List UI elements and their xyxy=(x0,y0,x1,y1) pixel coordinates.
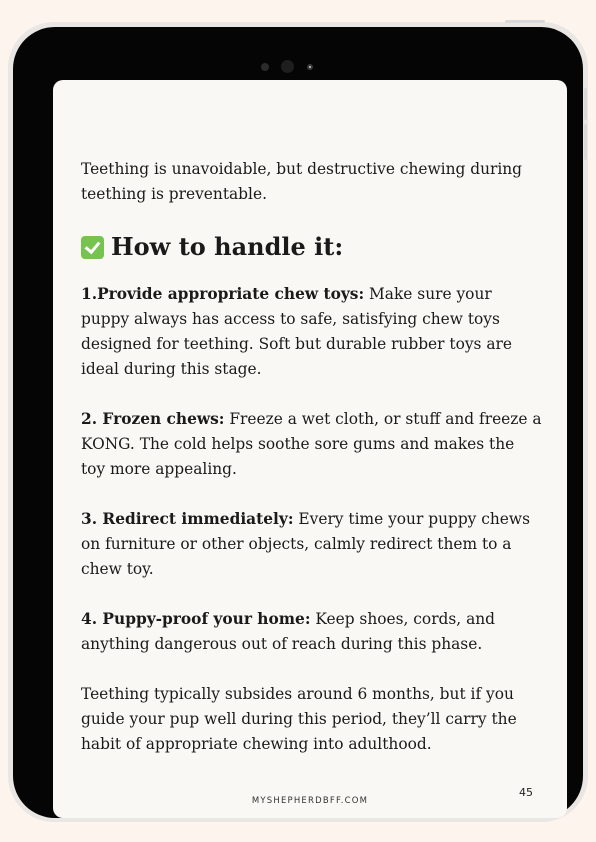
page-content xyxy=(81,157,543,782)
intro-paragraph: Teething is unavoidable, but destructive chewing during teething is preventable. xyxy=(81,160,523,203)
section-heading xyxy=(81,232,543,262)
tip-title: 2. Frozen chews: xyxy=(81,410,225,428)
light-sensor-icon xyxy=(307,64,313,70)
tip-paragraph xyxy=(81,507,543,582)
ebook-page[interactable] xyxy=(53,80,567,818)
camera-icon xyxy=(281,60,294,73)
device-top-button xyxy=(505,20,545,23)
heading-text: How to handle it: xyxy=(111,232,344,261)
tip-paragraph xyxy=(81,282,543,382)
tip-title: 1.Provide appropriate chew toys: xyxy=(81,285,365,303)
page-number: 45 xyxy=(519,786,533,799)
tip-text: Every time your puppy chews on furniture or other objects, calmly redirect them to a chew toy. xyxy=(81,510,530,578)
tip-paragraph xyxy=(81,607,543,657)
tablet-device xyxy=(13,27,583,818)
closing-paragraph: Teething typically subsides around 6 months, but if you guide your pup well during this period, they’ll carry the habit of appropriate chewing into adulthood. xyxy=(81,685,517,753)
sensor-icon xyxy=(261,63,269,71)
tip-text: Freeze a wet cloth, or stuff and freeze a KONG. The cold helps soothe sore gums and makes the toy more appealing. xyxy=(81,410,542,478)
device-volume-down-button xyxy=(584,124,587,160)
tip-paragraph xyxy=(81,407,543,482)
tip-text: Keep shoes, cords, and anything dangerous out of reach during this phase. xyxy=(81,610,496,653)
tip-title: 4. Puppy-proof your home: xyxy=(81,610,311,628)
tip-text: Make sure your puppy always has access to safe, satisfying chew toys designed for teething. Soft but durable rubber toys are ideal during this stage. xyxy=(81,285,512,378)
tip-title: 3. Redirect immediately: xyxy=(81,510,294,528)
device-volume-up-button xyxy=(584,88,587,120)
check-mark-icon xyxy=(81,236,104,259)
footer-website: MYSHEPHERDBFF.COM xyxy=(251,796,369,806)
